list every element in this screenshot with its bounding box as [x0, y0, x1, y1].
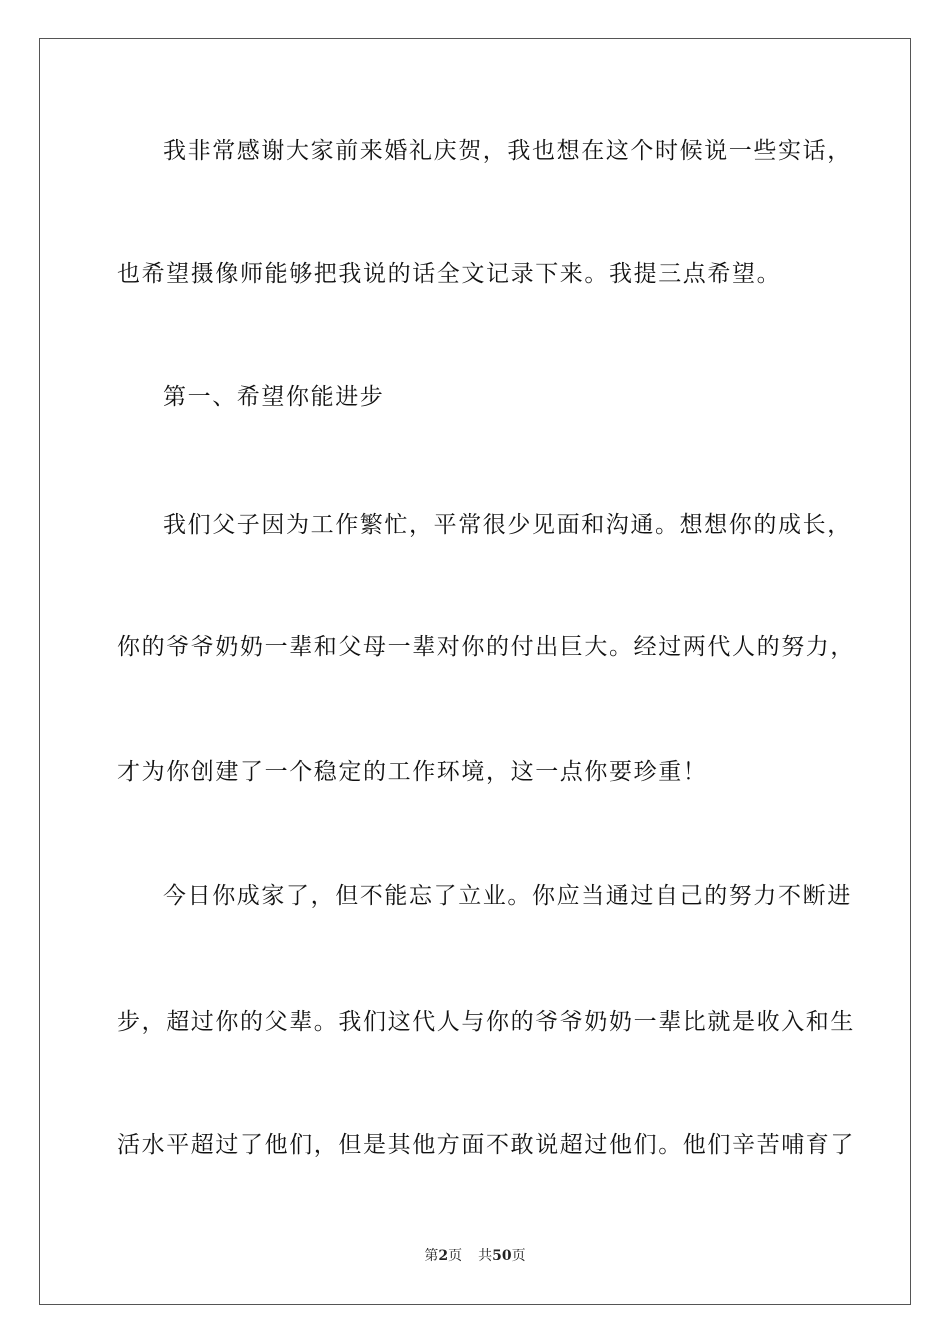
page-prefix: 第 [424, 1248, 439, 1264]
page-number: 2 [438, 1248, 449, 1264]
page-suffix: 页 [448, 1248, 463, 1264]
page-footer [0, 1247, 950, 1265]
total-prefix: 共 [478, 1248, 493, 1264]
text-line: 也希望摄像师能够把我说的话全文记录下来。我提三点希望。 [117, 261, 782, 287]
text-line: 你的爷爷奶奶一辈和父母一辈对你的付出巨大。经过两代人的努力， [117, 634, 855, 660]
total-suffix: 页 [511, 1248, 526, 1264]
total-pages: 50 [492, 1248, 512, 1264]
text-line: 今日你成家了，但不能忘了立业。你应当通过自己的努力不断进 [163, 883, 852, 909]
text-line: 才为你创建了一个稳定的工作环境，这一点你要珍重！ [117, 759, 708, 785]
text-line: 我非常感谢大家前来婚礼庆贺，我也想在这个时候说一些实话， [163, 138, 852, 164]
page-border [39, 38, 911, 1305]
section-heading: 第一、希望你能进步 [163, 384, 385, 410]
text-line: 活水平超过了他们，但是其他方面不敢说超过他们。他们辛苦哺育了 [117, 1132, 855, 1158]
text-line: 步，超过你的父辈。我们这代人与你的爷爷奶奶一辈比就是收入和生 [117, 1009, 855, 1035]
text-line: 我们父子因为工作繁忙，平常很少见面和沟通。想想你的成长， [163, 512, 852, 538]
